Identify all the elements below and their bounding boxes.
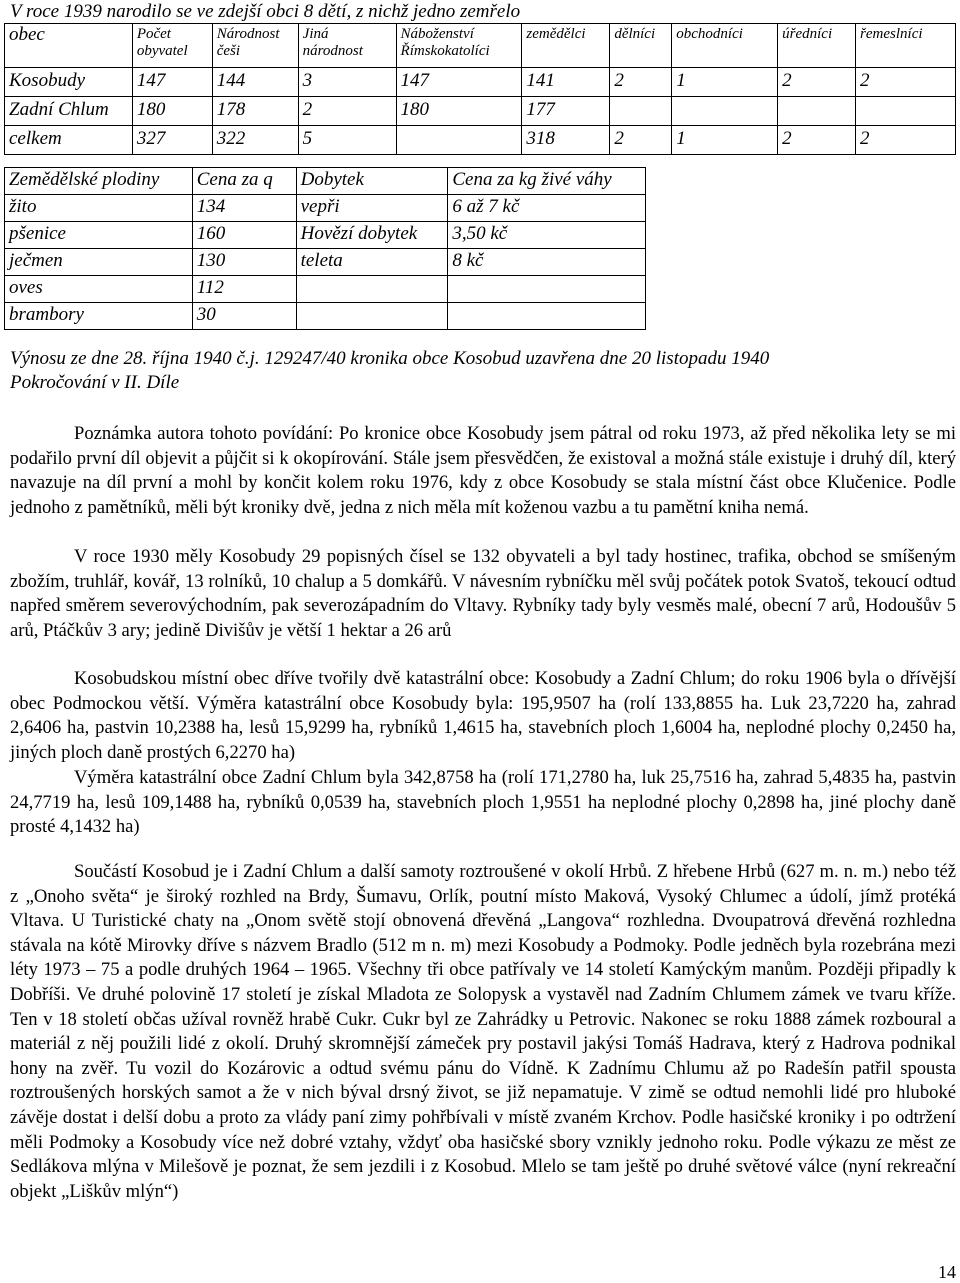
table-cell: 2 (610, 126, 672, 155)
table-cell: 30 (192, 303, 296, 330)
table-cell: 177 (522, 97, 610, 126)
table-cell (396, 126, 522, 155)
table-cell: ječmen (5, 249, 193, 276)
table-cell: 141 (522, 68, 610, 97)
table-cell (856, 97, 956, 126)
page-number: 14 (938, 1262, 956, 1282)
header-cell: Cena za kg živé váhy (448, 168, 646, 195)
header-cell: zemědělci (522, 24, 610, 68)
population-table (4, 23, 956, 155)
table-cell (610, 97, 672, 126)
table-header-row (5, 24, 956, 68)
table-cell (448, 303, 646, 330)
table-cell: celkem (5, 126, 133, 155)
table-cell: 2 (610, 68, 672, 97)
author-note-paragraph: Poznámka autora tohoto povídání: Po kronice obce Kosobudy jsem pátral od roku 1973, až před několika lety se mi podařilo první díl objevit a půjčit si k okopírování. Stále jsem přesvědčen, že existoval a možná stále existuje i druhý díl, který navazuje na díl první a mohl by končit kolem roku 1976, kdy z obce Kosobudy se stala místní část obce Klučenice. Podle jednoho z pamětníků, měli být kroniky dvě, jedna z nich měla mít koženou vazbu a tu pamětní kniha nemá. (10, 423, 956, 518)
table-cell: 2 (856, 68, 956, 97)
table-cell: 178 (212, 97, 298, 126)
table-cell: 6 až 7 kč (448, 195, 646, 222)
table-cell: brambory (5, 303, 193, 330)
table-row (5, 97, 956, 126)
table-cell: 147 (396, 68, 522, 97)
table-cell: 180 (132, 97, 212, 126)
table-row (5, 222, 646, 249)
intro-line: V roce 1939 narodilo se ve zdejší obci 8 dětí, z nichž jedno zemřelo (10, 1, 521, 22)
table-row (5, 276, 646, 303)
village-paragraph: V roce 1930 měly Kosobudy 29 popisných čísel se 132 obyvateli a byl tady hostinec, trafika, obchod se smíšeným zbožím, truhlář, kovář, 13 rolníků, 10 chalup a 5 domkářů. V návesním rybníčku měl svůj počátek potok Svatoš, tekoucí odtud napřed směrem severovýchodním, pak severozápadním do Vltavy. Rybníky tady byly vesměs malé, obecní 7 arů, Hodoušův 5 arů, Ptáčkův 3 ary; jedině Divišův je větší 1 hektar a 26 arů (10, 546, 956, 641)
table-cell: 134 (192, 195, 296, 222)
table-cell: 318 (522, 126, 610, 155)
table-cell: teleta (296, 249, 448, 276)
continuation-note: Pokročování v II. Díle (10, 372, 180, 393)
header-cell: úředníci (778, 24, 856, 68)
history-paragraph: Součástí Kosobud je i Zadní Chlum a další samoty roztroušené v okolí Hrbů. Z hřebene Hrbů (627 m. n. m.) nebo též z „Onoho světa“ je široký rozhled na Brdy, Šumavu, Orlík, poutní místo Maková, Vysoký Chlumec a údolí, jímž protéká Vltava. U Turistické chaty na „Onom světě stojí obnovená dřevěná „Langova“ rozhledna. Dvoupatrová dřevěná rozhledna stávala na kótě Mirovky dříve s názvem Bradlo (512 m n. m) mezi Kosobudy a Podmoky. Podle jedněch byla rozebrána mezi léty 1973 – 75 a podle druhých 1964 – 1965. Všechny tři obce patřívaly ve 14 století Kamýckým manům. Později připadly k Dobříši. Ve druhé polovině 17 století je získal Mladota ze Solopysk a vystavěl nad Zadním Chlumem zámek ve tvaru kříže. Ten v 18 století občas užíval rovněž hrabě Cukr. Cukr byl ze Zahrádky u Petrovic. Nakonec se roku 1888 zámek rozboural a materiál z něj použili lidé z okolí. Druhý skromnější zámeček pry postavil jakýsi Tomáš Hadrava, který z Hadrova podnikal hony na zvěř. Tu vozil do Kozárovic a odtud svému pánu do Vídně. K Zadnímu Chlumu až po Radešín patřil spousta roztroušených horských samot a že v nich býval drsný život, se již nepamatuje. V zimě se odtud nemohli lidé pro hluboké závěje dostat i delší dobu a proto za vlády paní zimy pohřbívali v místě zvaném Krchov. Podle hasičské kroniky i po odtržení měli Podmoky a Kosobudy více než dobré vztahy, vždyť oba hasičské sbory vznikly jednoho roku. Podle výkazu ze měst ze Sedlákova mlýna v Milešově je poznat, že sem jezdili i z Kosobud. Mlelo se tam ještě po druhé světové válce (nyní rekreační objekt „Liškův mlýn“) (10, 861, 956, 1202)
table-cell (778, 97, 856, 126)
header-cell: Národnost češi (212, 24, 298, 68)
table-cell: oves (5, 276, 193, 303)
table-header-row (5, 168, 646, 195)
table-cell (448, 276, 646, 303)
header-cell: obec (5, 24, 133, 68)
table-cell: 2 (298, 97, 396, 126)
cadastre-zadni-chlum-paragraph: Výměra katastrální obce Zadní Chlum byla 342,8758 ha (rolí 171,2780 ha, luk 25,7516 ha, zahrad 5,4835 ha, pastvin 24,7719 ha, lesů 109,1488 ha, rybníků 0,0539 ha, stavebních ploch 1,9551 ha neplodné plochy 0,2898 ha, jiné plochy daně prosté 4,1432 ha) (10, 767, 956, 838)
table-cell: 322 (212, 126, 298, 155)
table-row (5, 68, 956, 97)
header-cell: obchodníci (672, 24, 778, 68)
header-cell: Náboženství Římskokatolíci (396, 24, 522, 68)
table-cell: 3 (298, 68, 396, 97)
table-cell: vepři (296, 195, 448, 222)
table-cell: 2 (778, 126, 856, 155)
header-cell: řemeslníci (856, 24, 956, 68)
cadastre-kosobudy-paragraph: Kosobudskou místní obec dříve tvořily dvě katastrální obce: Kosobudy a Zadní Chlum; do roku 1906 byla o dřívější obec Podmockou větší. Výměra katastrální obce Kosobudy byla: 195,9507 ha (rolí 133,8855 ha. Luk 23,7220 ha, zahrad 2,6406 ha, pastvin 10,2388 ha, lesů 15,9299 ha, rybníků 1,4615 ha, stavebních ploch 1,6004 ha, neplodné plochy 0,2450 ha, jiných ploch daně prostých 6,2270 ha) (10, 668, 956, 763)
table-cell: 1 (672, 126, 778, 155)
table-cell: Kosobudy (5, 68, 133, 97)
table-cell: 3,50 kč (448, 222, 646, 249)
table-cell: 130 (192, 249, 296, 276)
table-cell: Hovězí dobytek (296, 222, 448, 249)
table-row (5, 195, 646, 222)
table-cell: 1 (672, 68, 778, 97)
header-cell: dělníci (610, 24, 672, 68)
table-cell: 8 kč (448, 249, 646, 276)
table-cell: 144 (212, 68, 298, 97)
table-cell: 112 (192, 276, 296, 303)
table-row (5, 249, 646, 276)
prices-table (4, 167, 646, 330)
table-cell: 327 (132, 126, 212, 155)
table-cell: žito (5, 195, 193, 222)
table-cell: 2 (856, 126, 956, 155)
header-cell: Jiná národnost (298, 24, 396, 68)
header-cell: Dobytek (296, 168, 448, 195)
table-cell: 147 (132, 68, 212, 97)
table-cell (296, 276, 448, 303)
table-cell: 180 (396, 97, 522, 126)
header-cell: Zemědělské plodiny (5, 168, 193, 195)
table-cell: pšenice (5, 222, 193, 249)
table-cell (296, 303, 448, 330)
table-cell: 2 (778, 68, 856, 97)
table-cell: 160 (192, 222, 296, 249)
table-cell: 5 (298, 126, 396, 155)
table-cell: Zadní Chlum (5, 97, 133, 126)
table-row (5, 303, 646, 330)
table-cell (672, 97, 778, 126)
table-row (5, 126, 956, 155)
header-cell: Cena za q (192, 168, 296, 195)
header-cell: Počet obyvatel (132, 24, 212, 68)
closing-note: Výnosu ze dne 28. října 1940 č.j. 129247/40 kronika obce Kosobud uzavřena dne 20 listopadu 1940 (10, 348, 770, 369)
